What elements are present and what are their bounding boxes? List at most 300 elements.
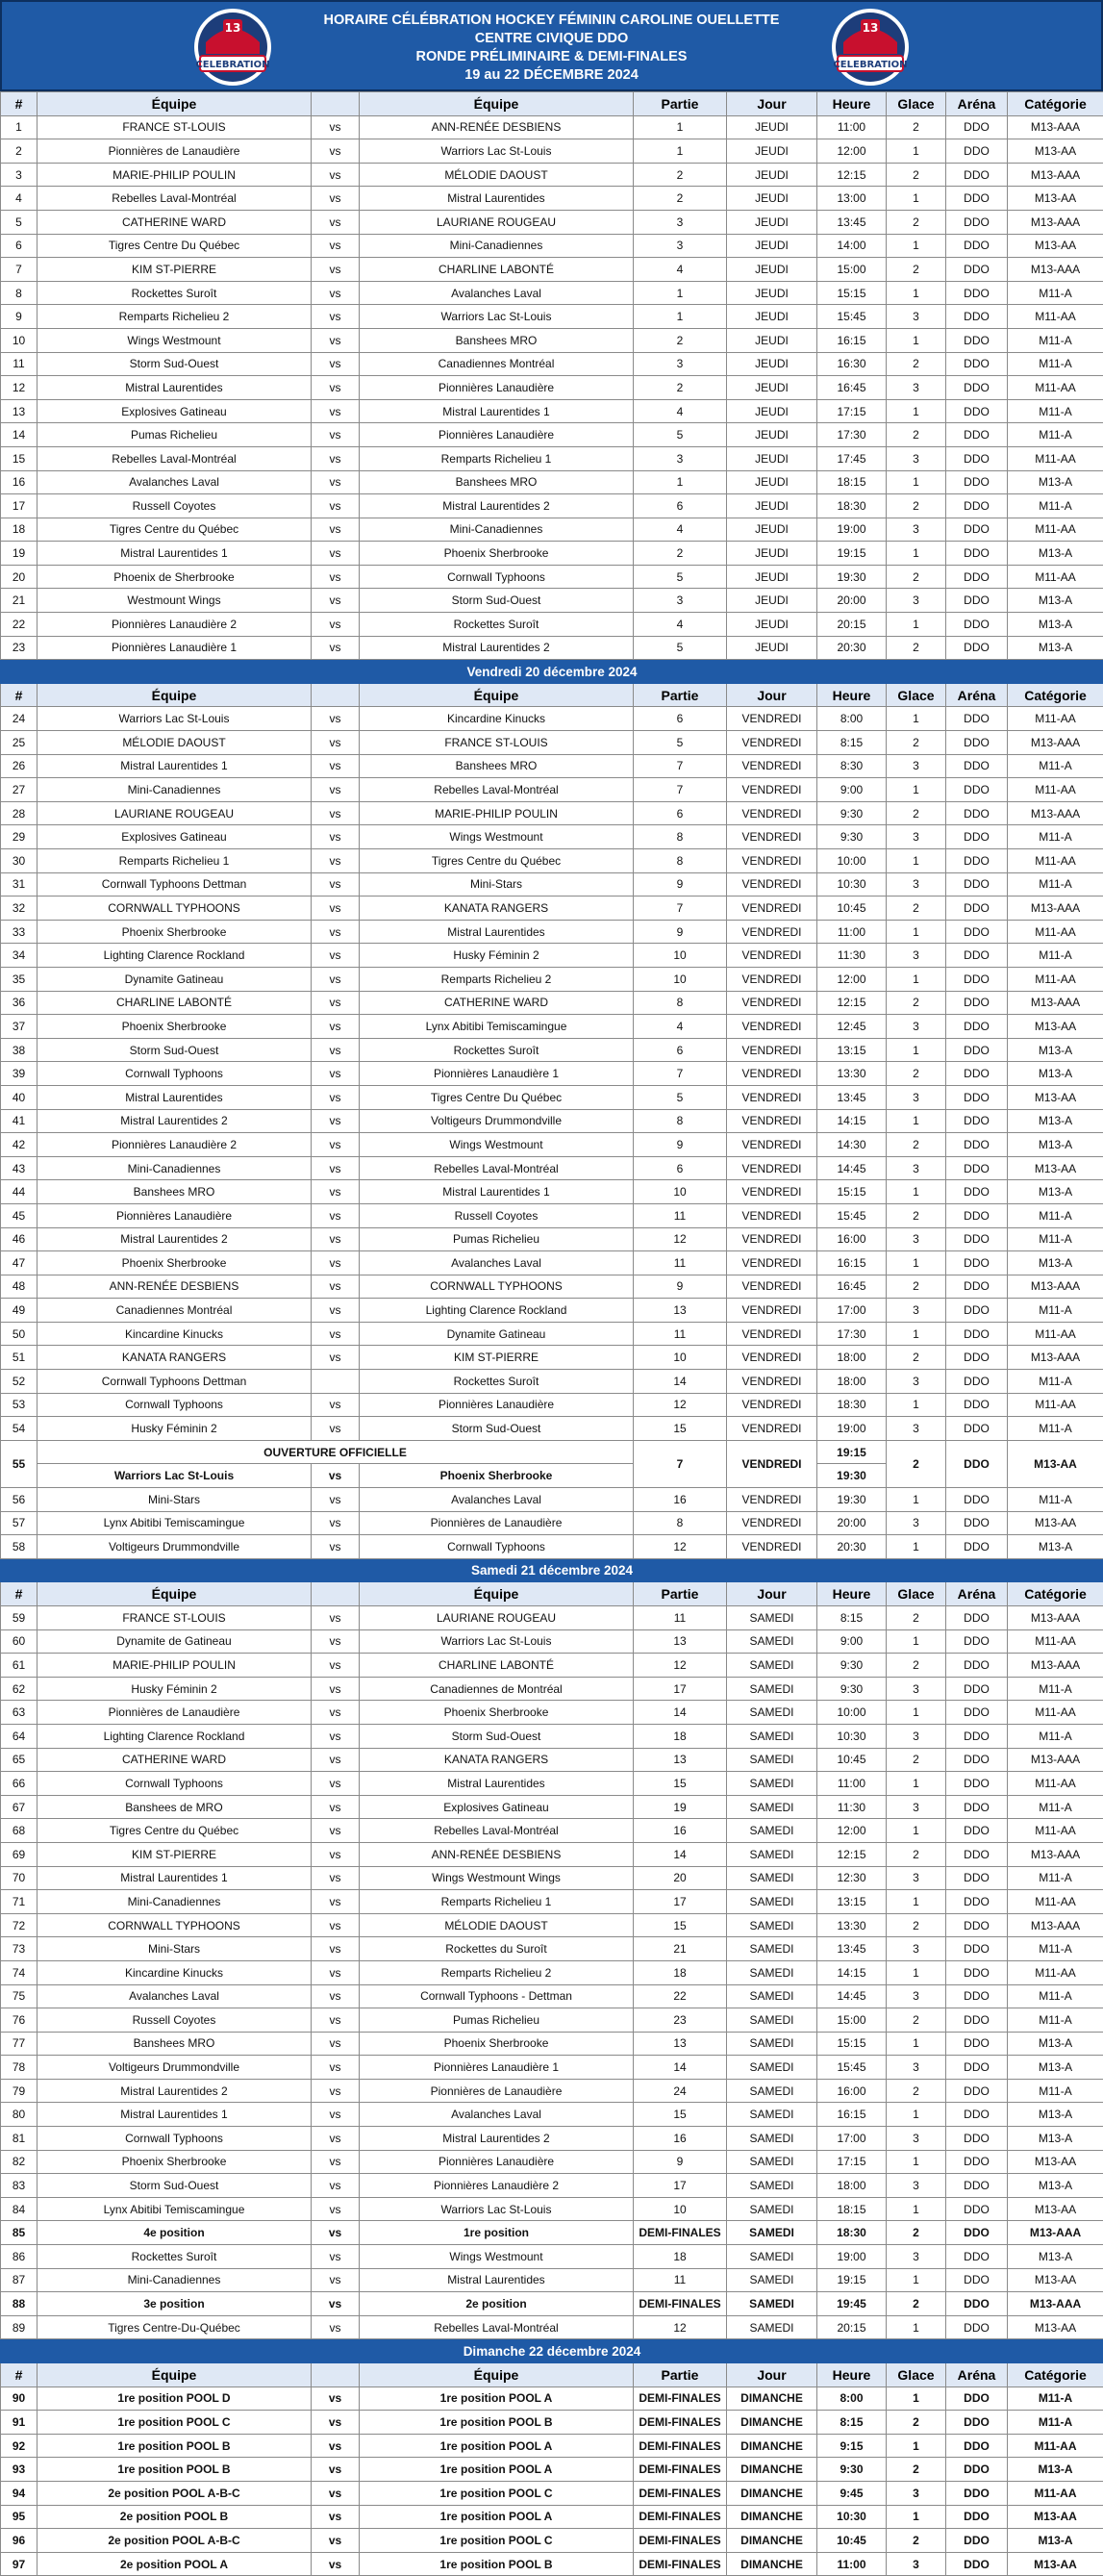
cell-ice: 3 <box>887 1299 946 1323</box>
cell-ice: 2 <box>887 2411 946 2435</box>
cell-arena: DDO <box>946 2103 1008 2127</box>
cell-time: 15:00 <box>817 2008 887 2033</box>
cell-team-home: Husky Féminin 2 <box>38 1417 312 1441</box>
cell-team-home: Cornwall Typhoons <box>38 1393 312 1417</box>
cell-game-number: 31 <box>1 872 38 897</box>
cell-game-partie: 12 <box>634 1654 727 1678</box>
cell-versus: vs <box>312 1937 360 1961</box>
cell-time: 14:15 <box>817 1960 887 1984</box>
cell-team-away: Remparts Richelieu 2 <box>360 967 634 991</box>
cell-game-number: 40 <box>1 1085 38 1109</box>
cell-versus: vs <box>312 1960 360 1984</box>
cell-category: M11-A <box>1008 1724 1103 1748</box>
cell-versus: vs <box>312 2387 360 2411</box>
cell-ice: 1 <box>887 2434 946 2458</box>
cell-time: 19:30 <box>817 1488 887 1512</box>
cell-game-number: 22 <box>1 613 38 637</box>
cell-game-partie: 6 <box>634 1156 727 1180</box>
cell-game-number: 52 <box>1 1370 38 1394</box>
cell-arena: DDO <box>946 1535 1008 1559</box>
cell-ice: 3 <box>887 1370 946 1394</box>
cell-day: VENDREDI <box>727 1370 817 1394</box>
cell-team-away: Rebelles Laval-Montréal <box>360 1156 634 1180</box>
cell-game-partie: 12 <box>634 1227 727 1251</box>
cell-day: SAMEDI <box>727 1795 817 1819</box>
cell-time: 9:30 <box>817 1677 887 1701</box>
cell-time: 12:00 <box>817 1819 887 1843</box>
cell-versus: vs <box>312 2056 360 2080</box>
cell-game-number: 14 <box>1 423 38 447</box>
cell-versus: vs <box>312 1795 360 1819</box>
cell-game-partie: 9 <box>634 1133 727 1157</box>
cell-game-number: 62 <box>1 1677 38 1701</box>
cell-team-home: Cornwall Typhoons <box>38 1772 312 1796</box>
cell-ice: 2 <box>887 991 946 1015</box>
cell-team-home: Mistral Laurentides <box>38 1085 312 1109</box>
cell-versus: vs <box>312 1464 360 1488</box>
cell-team-home: Tigres Centre-Du-Québec <box>38 2315 312 2339</box>
cell-team-home: Mini-Canadiennes <box>38 778 312 802</box>
cell-game-partie: 19 <box>634 1795 727 1819</box>
cell-game-number: 9 <box>1 305 38 329</box>
cell-ice: 2 <box>887 1440 946 1487</box>
cell-game-number: 45 <box>1 1203 38 1227</box>
cell-day: VENDREDI <box>727 1015 817 1039</box>
cell-team-home: Remparts Richelieu 1 <box>38 849 312 873</box>
cell-game-partie: 16 <box>634 2127 727 2151</box>
cell-versus: vs <box>312 897 360 921</box>
cell-day: VENDREDI <box>727 801 817 825</box>
cell-versus: vs <box>312 2292 360 2316</box>
cell-day: JEUDI <box>727 399 817 423</box>
cell-time: 15:15 <box>817 281 887 305</box>
cell-team-home: Cornwall Typhoons Dettman <box>38 1370 312 1394</box>
day-section-title: Vendredi 20 décembre 2024 <box>1 660 1103 684</box>
cell-time: 16:15 <box>817 2103 887 2127</box>
cell-day: JEUDI <box>727 518 817 542</box>
cell-day: VENDREDI <box>727 825 817 849</box>
cell-time: 20:00 <box>817 1511 887 1535</box>
cell-team-away: LAURIANE ROUGEAU <box>360 210 634 234</box>
cell-ice: 3 <box>887 754 946 778</box>
cell-team-home: Banshees de MRO <box>38 1795 312 1819</box>
cell-time: 14:30 <box>817 1133 887 1157</box>
table-row <box>1 1133 1103 1157</box>
cell-ice: 2 <box>887 565 946 589</box>
cell-category: M13-AA <box>1008 2268 1103 2292</box>
cell-ice: 1 <box>887 920 946 944</box>
cell-time: 18:15 <box>817 470 887 494</box>
column-header-day: Jour <box>727 683 817 707</box>
cell-team-away: Pionnières Lanaudière <box>360 376 634 400</box>
cell-arena: DDO <box>946 2552 1008 2576</box>
cell-category: M13-AAA <box>1008 163 1103 187</box>
cell-day: VENDREDI <box>727 1180 817 1204</box>
table-row <box>1 2197 1103 2221</box>
cell-time: 18:00 <box>817 1346 887 1370</box>
cell-time: 14:15 <box>817 1109 887 1133</box>
cell-team-home: Mini-Canadiennes <box>38 1156 312 1180</box>
cell-game-number: 95 <box>1 2505 38 2529</box>
cell-team-home: Rockettes Suroît <box>38 281 312 305</box>
cell-ice: 1 <box>887 1488 946 1512</box>
cell-team-away: Mistral Laurentides 2 <box>360 494 634 518</box>
cell-arena: DDO <box>946 2315 1008 2339</box>
cell-arena: DDO <box>946 1038 1008 1062</box>
cell-time: 19:30 <box>817 565 887 589</box>
cell-team-away: Storm Sud-Ouest <box>360 589 634 613</box>
cell-ice: 3 <box>887 1417 946 1441</box>
cell-day: JEUDI <box>727 352 817 376</box>
cell-team-home: Remparts Richelieu 2 <box>38 305 312 329</box>
cell-category: M11-AA <box>1008 778 1103 802</box>
cell-team-home: MARIE-PHILIP POULIN <box>38 163 312 187</box>
cell-category: M11-A <box>1008 1937 1103 1961</box>
cell-day: SAMEDI <box>727 2245 817 2269</box>
cell-arena: DDO <box>946 376 1008 400</box>
table-row <box>1 187 1103 211</box>
cell-team-home: Avalanches Laval <box>38 1984 312 2008</box>
table-row <box>1 139 1103 164</box>
cell-arena: DDO <box>946 2387 1008 2411</box>
cell-game-partie: 9 <box>634 920 727 944</box>
cell-game-partie: 11 <box>634 2268 727 2292</box>
cell-day: SAMEDI <box>727 2056 817 2080</box>
cell-time: 14:00 <box>817 234 887 258</box>
cell-day: JEUDI <box>727 494 817 518</box>
cell-game-number: 91 <box>1 2411 38 2435</box>
cell-game-number: 41 <box>1 1109 38 1133</box>
cell-day: VENDREDI <box>727 1417 817 1441</box>
table-row <box>1 518 1103 542</box>
cell-team-home: Mini-Canadiennes <box>38 2268 312 2292</box>
cell-time: 13:45 <box>817 210 887 234</box>
cell-versus: vs <box>312 494 360 518</box>
table-row <box>1 494 1103 518</box>
cell-category: M13-AAA <box>1008 1748 1103 1772</box>
cell-ice: 1 <box>887 234 946 258</box>
cell-team-home: Cornwall Typhoons Dettman <box>38 872 312 897</box>
day-section-header <box>1 660 1103 684</box>
cell-team-away: Warriors Lac St-Louis <box>360 305 634 329</box>
cell-game-number: 96 <box>1 2529 38 2553</box>
cell-team-away: Mini-Canadiennes <box>360 518 634 542</box>
column-header-team-away: Équipe <box>360 2363 634 2387</box>
header-line-4: 19 au 22 DÉCEMBRE 2024 <box>242 66 861 85</box>
cell-team-home: Mistral Laurentides 2 <box>38 2079 312 2103</box>
cell-day: VENDREDI <box>727 1109 817 1133</box>
cell-time: 19:45 <box>817 2292 887 2316</box>
table-row <box>1 399 1103 423</box>
table-row <box>1 1085 1103 1109</box>
table-row <box>1 565 1103 589</box>
column-header-arena: Aréna <box>946 1582 1008 1606</box>
cell-category: M13-A <box>1008 1038 1103 1062</box>
cell-day: SAMEDI <box>727 1937 817 1961</box>
cell-time: 11:30 <box>817 1795 887 1819</box>
table-row <box>1 1393 1103 1417</box>
table-row <box>1 2529 1103 2553</box>
cell-team-away: Pionnières de Lanaudière <box>360 2079 634 2103</box>
cell-versus: vs <box>312 1629 360 1654</box>
cell-team-away: 1re position <box>360 2221 634 2245</box>
cell-day: VENDREDI <box>727 1062 817 1086</box>
cell-day: VENDREDI <box>727 1203 817 1227</box>
cell-game-partie: 5 <box>634 731 727 755</box>
cell-team-away: Lynx Abitibi Temiscamingue <box>360 1015 634 1039</box>
cell-game-number: 27 <box>1 778 38 802</box>
cell-day: DIMANCHE <box>727 2387 817 2411</box>
column-header-ice: Glace <box>887 2363 946 2387</box>
cell-team-home: Lighting Clarence Rockland <box>38 1724 312 1748</box>
cell-time: 10:30 <box>817 872 887 897</box>
cell-game-partie: DEMI-FINALES <box>634 2505 727 2529</box>
cell-time: 9:30 <box>817 2458 887 2482</box>
cell-time: 9:30 <box>817 801 887 825</box>
cell-game-partie: 13 <box>634 1299 727 1323</box>
table-row <box>1 2292 1103 2316</box>
cell-game-partie: DEMI-FINALES <box>634 2552 727 2576</box>
cell-team-home: Storm Sud-Ouest <box>38 2174 312 2198</box>
cell-game-number: 42 <box>1 1133 38 1157</box>
cell-team-away: Rockettes Suroît <box>360 1370 634 1394</box>
cell-team-home: Warriors Lac St-Louis <box>38 1464 312 1488</box>
cell-team-away: 1re position POOL A <box>360 2387 634 2411</box>
header-titles <box>242 12 861 85</box>
cell-time: 17:15 <box>817 2150 887 2174</box>
cell-team-home: Voltigeurs Drummondville <box>38 1535 312 1559</box>
cell-team-away: Rockettes Suroît <box>360 1038 634 1062</box>
cell-ice: 2 <box>887 1133 946 1157</box>
cell-team-away: Pionnières Lanaudière <box>360 423 634 447</box>
cell-team-home: Husky Féminin 2 <box>38 1677 312 1701</box>
cell-game-partie: 15 <box>634 1772 727 1796</box>
cell-game-number: 65 <box>1 1748 38 1772</box>
cell-time: 9:15 <box>817 2434 887 2458</box>
cell-category: M11-A <box>1008 1417 1103 1441</box>
cell-game-partie: 3 <box>634 589 727 613</box>
cell-arena: DDO <box>946 1227 1008 1251</box>
cell-ice: 2 <box>887 731 946 755</box>
cell-time: 17:45 <box>817 446 887 470</box>
cell-team-away: Mistral Laurentides 1 <box>360 399 634 423</box>
cell-time: 8:15 <box>817 2411 887 2435</box>
column-header-game-partie: Partie <box>634 2363 727 2387</box>
cell-category: M11-A <box>1008 1866 1103 1890</box>
cell-game-number: 53 <box>1 1393 38 1417</box>
cell-category: M13-A <box>1008 613 1103 637</box>
column-header-category: Catégorie <box>1008 2363 1103 2387</box>
cell-day: VENDREDI <box>727 1346 817 1370</box>
cell-day: VENDREDI <box>727 1440 817 1487</box>
cell-versus: vs <box>312 1203 360 1227</box>
cell-game-number: 17 <box>1 494 38 518</box>
cell-category: M11-A <box>1008 494 1103 518</box>
cell-game-partie: 24 <box>634 2079 727 2103</box>
cell-arena: DDO <box>946 2079 1008 2103</box>
column-header-team-away: Équipe <box>360 1582 634 1606</box>
table-row <box>1 1913 1103 1937</box>
cell-game-partie: 16 <box>634 1488 727 1512</box>
header-line-3: RONDE PRÉLIMINAIRE & DEMI-FINALES <box>242 48 861 66</box>
cell-team-away: CHARLINE LABONTÉ <box>360 258 634 282</box>
cell-game-partie: 7 <box>634 1062 727 1086</box>
cell-versus: vs <box>312 1890 360 1914</box>
cell-category: M11-A <box>1008 328 1103 352</box>
cell-arena: DDO <box>946 328 1008 352</box>
cell-arena: DDO <box>946 1085 1008 1109</box>
cell-ice: 3 <box>887 2127 946 2151</box>
cell-team-away: Mistral Laurentides <box>360 2268 634 2292</box>
header-line-2: CENTRE CIVIQUE DDO <box>242 30 861 48</box>
cell-day: JEUDI <box>727 163 817 187</box>
cell-game-number: 81 <box>1 2127 38 2151</box>
table-row <box>1 2315 1103 2339</box>
cell-arena: DDO <box>946 778 1008 802</box>
column-header-team-home: Équipe <box>38 1582 312 1606</box>
cell-ice: 1 <box>887 1180 946 1204</box>
cell-versus: vs <box>312 1535 360 1559</box>
cell-arena: DDO <box>946 1511 1008 1535</box>
cell-team-away: Storm Sud-Ouest <box>360 1724 634 1748</box>
cell-day: VENDREDI <box>727 1299 817 1323</box>
cell-day: VENDREDI <box>727 849 817 873</box>
cell-game-number: 55 <box>1 1440 38 1487</box>
cell-ice: 1 <box>887 1535 946 1559</box>
cell-game-partie: 11 <box>634 1606 727 1630</box>
cell-ice: 2 <box>887 1346 946 1370</box>
cell-game-partie: 17 <box>634 1890 727 1914</box>
cell-team-away: Pionnières de Lanaudière <box>360 1511 634 1535</box>
cell-game-number: 48 <box>1 1275 38 1299</box>
cell-team-away: Remparts Richelieu 1 <box>360 446 634 470</box>
cell-category: M13-A <box>1008 1535 1103 1559</box>
cell-team-away: Pionnières Lanaudière 2 <box>360 2174 634 2198</box>
cell-category: M13-A <box>1008 2174 1103 2198</box>
cell-arena: DDO <box>946 613 1008 637</box>
cell-team-home: MARIE-PHILIP POULIN <box>38 1654 312 1678</box>
cell-game-number: 16 <box>1 470 38 494</box>
cell-category: M13-AAA <box>1008 1275 1103 1299</box>
cell-category: M13-AAA <box>1008 210 1103 234</box>
cell-team-home: Mini-Stars <box>38 1488 312 1512</box>
cell-category: M11-AA <box>1008 2434 1103 2458</box>
table-row <box>1 234 1103 258</box>
cell-team-away: LAURIANE ROUGEAU <box>360 1606 634 1630</box>
cell-versus: vs <box>312 636 360 660</box>
cell-time: 17:15 <box>817 399 887 423</box>
cell-versus: vs <box>312 518 360 542</box>
cell-day: VENDREDI <box>727 944 817 968</box>
table-row <box>1 1819 1103 1843</box>
cell-arena: DDO <box>946 1299 1008 1323</box>
cell-game-partie: 20 <box>634 1866 727 1890</box>
cell-time: 10:30 <box>817 1724 887 1748</box>
table-row <box>1 542 1103 566</box>
cell-category: M11-A <box>1008 1488 1103 1512</box>
cell-arena: DDO <box>946 636 1008 660</box>
cell-game-number: 11 <box>1 352 38 376</box>
cell-arena: DDO <box>946 163 1008 187</box>
table-row <box>1 328 1103 352</box>
cell-game-partie: 18 <box>634 1960 727 1984</box>
cell-team-away: Mini-Canadiennes <box>360 234 634 258</box>
cell-game-partie: 2 <box>634 328 727 352</box>
cell-game-partie: 4 <box>634 518 727 542</box>
cell-day: DIMANCHE <box>727 2529 817 2553</box>
cell-category: M11-A <box>1008 1299 1103 1323</box>
cell-arena: DDO <box>946 1654 1008 1678</box>
cell-game-partie: 3 <box>634 446 727 470</box>
cell-game-partie: 10 <box>634 1180 727 1204</box>
cell-time: 8:00 <box>817 2387 887 2411</box>
table-row <box>1 281 1103 305</box>
cell-ice: 2 <box>887 1654 946 1678</box>
cell-day: SAMEDI <box>727 1701 817 1725</box>
cell-day: SAMEDI <box>727 1913 817 1937</box>
cell-arena: DDO <box>946 1251 1008 1275</box>
table-row <box>1 2411 1103 2435</box>
cell-day: SAMEDI <box>727 1842 817 1866</box>
cell-game-number: 92 <box>1 2434 38 2458</box>
cell-ice: 2 <box>887 258 946 282</box>
cell-category: M11-A <box>1008 399 1103 423</box>
cell-team-home: Wings Westmount <box>38 328 312 352</box>
cell-versus: vs <box>312 1488 360 1512</box>
cell-time: 8:15 <box>817 731 887 755</box>
cell-time: 8:15 <box>817 1606 887 1630</box>
column-header-time: Heure <box>817 92 887 116</box>
cell-category: M13-A <box>1008 2056 1103 2080</box>
cell-game-partie: 7 <box>634 754 727 778</box>
cell-team-home: Mistral Laurentides <box>38 376 312 400</box>
cell-time: 9:30 <box>817 1654 887 1678</box>
table-row <box>1 1984 1103 2008</box>
cell-game-number: 85 <box>1 2221 38 2245</box>
cell-team-away: Russell Coyotes <box>360 1203 634 1227</box>
cell-time: 13:30 <box>817 1913 887 1937</box>
table-row <box>1 210 1103 234</box>
cell-versus: vs <box>312 2032 360 2056</box>
cell-game-number: 1 <box>1 115 38 139</box>
cell-game-partie: 2 <box>634 163 727 187</box>
table-row <box>1 1251 1103 1275</box>
cell-ice: 2 <box>887 636 946 660</box>
table-row <box>1 2552 1103 2576</box>
cell-game-number: 94 <box>1 2481 38 2505</box>
cell-arena: DDO <box>946 1015 1008 1039</box>
cell-team-home: Rebelles Laval-Montréal <box>38 187 312 211</box>
cell-time: 13:15 <box>817 1038 887 1062</box>
cell-game-number: 6 <box>1 234 38 258</box>
column-header-arena: Aréna <box>946 2363 1008 2387</box>
cell-game-partie: 1 <box>634 139 727 164</box>
cell-versus: vs <box>312 1654 360 1678</box>
cell-time: 12:30 <box>817 1866 887 1890</box>
cell-team-home: CORNWALL TYPHOONS <box>38 897 312 921</box>
cell-category: M13-A <box>1008 1251 1103 1275</box>
table-row <box>1 1180 1103 1204</box>
cell-versus: vs <box>312 1156 360 1180</box>
table-row <box>1 376 1103 400</box>
cell-time: 19:15 <box>817 2268 887 2292</box>
svg-text:CELEBRATION: CELEBRATION <box>195 60 269 70</box>
cell-versus: vs <box>312 849 360 873</box>
cell-team-away: Pionnières Lanaudière <box>360 1393 634 1417</box>
cell-ice: 3 <box>887 2552 946 2576</box>
cell-category: M11-A <box>1008 1370 1103 1394</box>
cell-time: 9:45 <box>817 2481 887 2505</box>
